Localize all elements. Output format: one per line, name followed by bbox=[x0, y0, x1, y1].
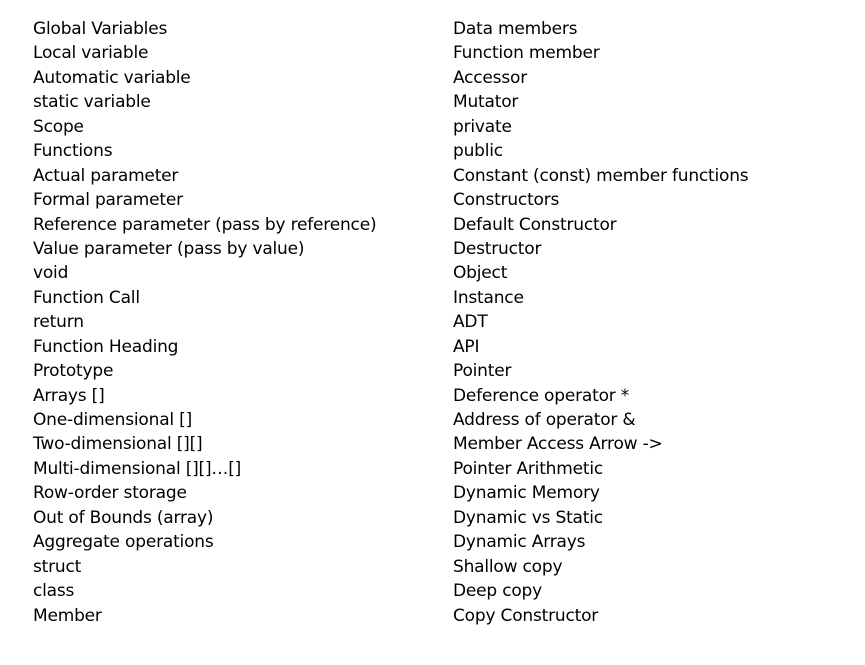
term-item: Function member bbox=[453, 43, 600, 64]
term-item: struct bbox=[33, 556, 82, 577]
term-item: Dynamic vs Static bbox=[453, 507, 603, 528]
term-item: Mutator bbox=[453, 92, 519, 113]
term-item: Pointer bbox=[453, 361, 512, 382]
term-item: Instance bbox=[453, 287, 524, 308]
term-item: Value parameter (pass by value) bbox=[33, 238, 305, 259]
term-item: void bbox=[33, 263, 69, 284]
term-list-left bbox=[33, 17, 433, 628]
term-item: Dynamic Arrays bbox=[453, 532, 586, 553]
term-item: ADT bbox=[453, 312, 488, 333]
term-item: Deference operator * bbox=[453, 385, 630, 406]
term-item: Scope bbox=[33, 116, 84, 137]
term-item: Reference parameter (pass by reference) bbox=[33, 214, 377, 235]
term-item: Arrays [] bbox=[33, 385, 105, 406]
term-item: Out of Bounds (array) bbox=[33, 507, 214, 528]
term-item: public bbox=[453, 141, 503, 162]
term-item: Data members bbox=[453, 19, 578, 39]
term-item: Functions bbox=[33, 141, 113, 162]
term-item: Member Access Arrow -> bbox=[453, 434, 663, 455]
term-item: Accessor bbox=[453, 67, 527, 88]
term-list-right bbox=[453, 17, 853, 628]
term-item: Automatic variable bbox=[33, 67, 191, 88]
term-item: Constructors bbox=[453, 190, 560, 211]
term-item: Prototype bbox=[33, 361, 114, 382]
term-item: Default Constructor bbox=[453, 214, 617, 235]
term-item: Function Call bbox=[33, 287, 140, 308]
term-item: private bbox=[453, 116, 512, 137]
term-item: Address of operator & bbox=[453, 410, 636, 430]
term-item: Shallow copy bbox=[453, 556, 563, 577]
term-item: Multi-dimensional [][]…[] bbox=[33, 458, 242, 479]
term-item: One-dimensional [] bbox=[33, 410, 193, 430]
term-item: static variable bbox=[33, 92, 151, 113]
term-item: Dynamic Memory bbox=[453, 483, 600, 504]
term-item: Local variable bbox=[33, 43, 149, 64]
term-item: Function Heading bbox=[33, 336, 179, 357]
term-item: Destructor bbox=[453, 238, 542, 259]
term-item: Deep copy bbox=[453, 581, 543, 602]
term-item: class bbox=[33, 581, 75, 602]
term-item: Constant (const) member functions bbox=[453, 165, 749, 186]
term-item: Member bbox=[33, 605, 102, 626]
term-item: Global Variables bbox=[33, 19, 168, 39]
term-item: Row-order storage bbox=[33, 483, 187, 504]
term-item: Formal parameter bbox=[33, 190, 183, 211]
term-item: Actual parameter bbox=[33, 165, 179, 186]
term-item: return bbox=[33, 312, 84, 333]
term-item: Object bbox=[453, 263, 508, 284]
term-item: API bbox=[453, 336, 480, 357]
term-item: Aggregate operations bbox=[33, 532, 214, 553]
term-item: Pointer Arithmetic bbox=[453, 458, 603, 479]
term-item: Two-dimensional [][] bbox=[33, 434, 203, 455]
term-item: Copy Constructor bbox=[453, 605, 599, 626]
